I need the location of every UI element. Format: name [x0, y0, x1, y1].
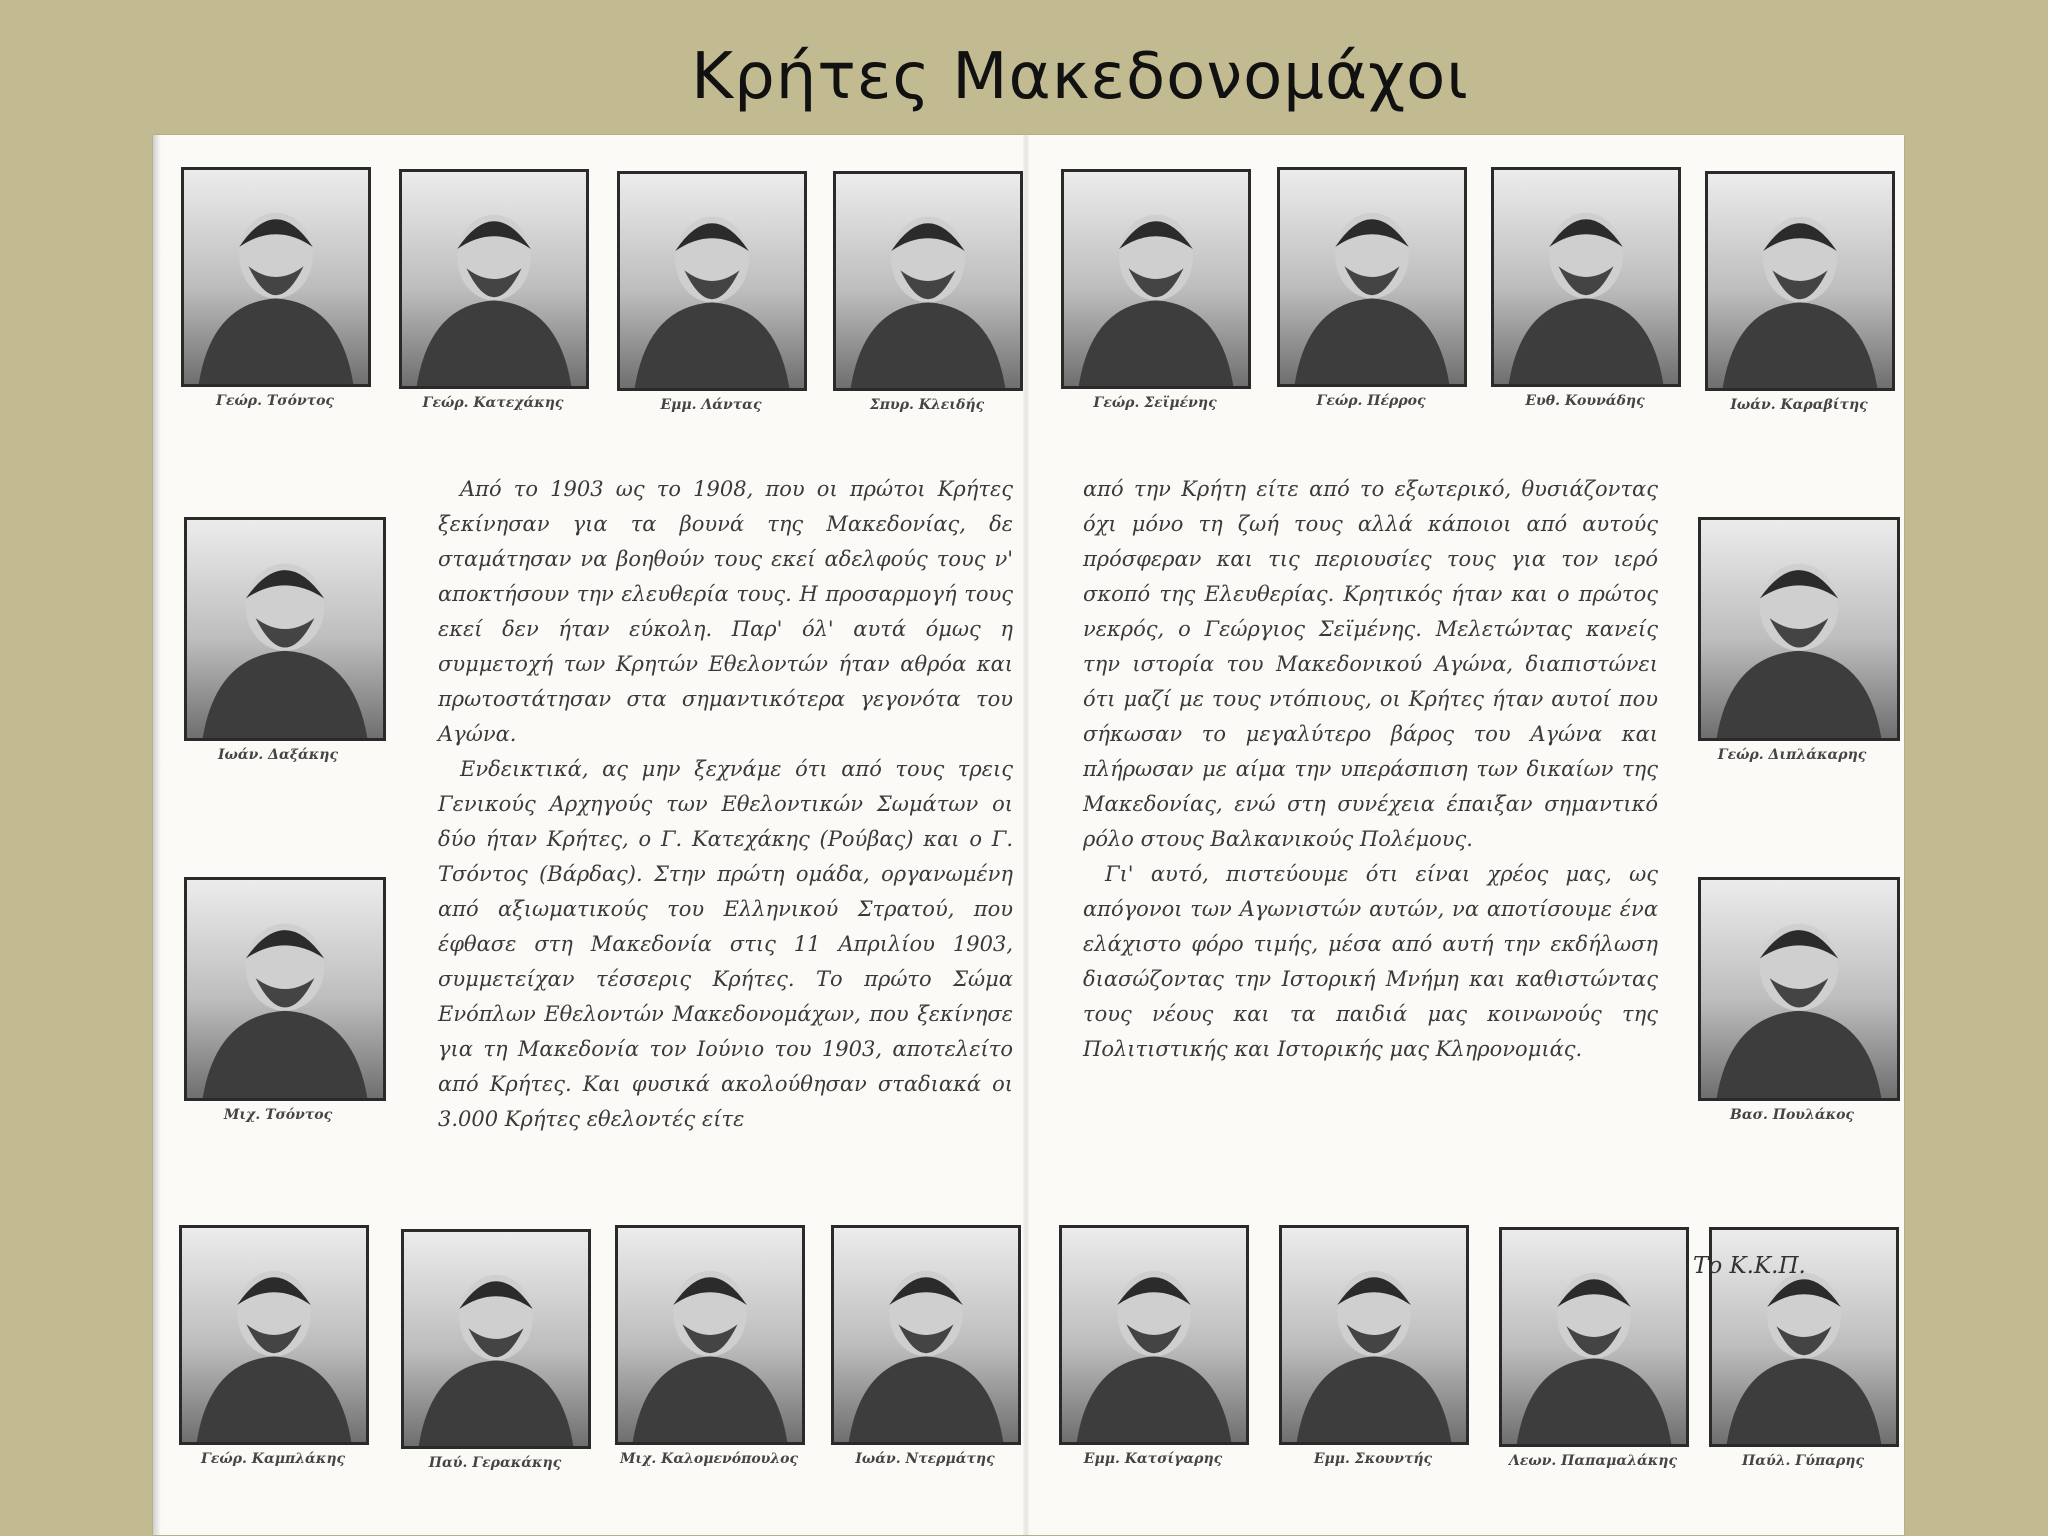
portrait-silhouette: [1494, 170, 1678, 384]
portrait-silhouette: [402, 172, 586, 386]
paragraph: από την Κρήτη είτε από το εξωτερικό, θυσιάζοντας όχι μόνο τη ζωή τους αλλά κάποιοι από αυτούς πρόσφεραν και τις περιουσίες τους για τον ιερό σκοπό της Ελευθερίας. Κρητικός ήταν και ο πρώτος νεκρός, ο Γεώργιος Σεϊμένης. Μελετώντας κανείς την ιστορία του Μακεδονικού Αγώνα, διαπιστώνει ότι μαζί με τους ντόπιους, οι Κρήτες ήταν αυτοί που σήκωσαν το μεγαλύτερο βάρος του Αγώνα και πλήρωσαν με αίμα την υπεράσπιση των δικαίων της Μακεδονίας, ενώ στη συνέχεια έπαιξαν σημαντικό ρόλο στους Βαλκανικούς Πολέμους.: [1083, 477, 1658, 851]
portrait-silhouette: [1701, 880, 1897, 1098]
portrait-caption: Βασ. Πουλάκος: [1730, 1107, 1854, 1123]
portrait-caption: Γεώρ. Τσόντος: [216, 393, 334, 409]
portrait-silhouette: [620, 174, 804, 388]
portrait-photo: [615, 1225, 805, 1445]
paragraph: Γι' αυτό, πιστεύουμε ότι είναι χρέος μας, ως απόγονοι των Αγωνιστών αυτών, να αποτίσουμε ένα ελάχιστο φόρο τιμής, μέσα από αυτή την εκδήλωση διασώζοντας την Ιστορική Μνήμη και καθιστώντας τους νέους και τα παιδιά μας κοινωνούς της Πολιτιστικής και Ιστορικής μας Κληρονομιάς.: [1083, 862, 1658, 1061]
portrait-caption: Εμμ. Σκουντής: [1313, 1451, 1433, 1467]
portrait-silhouette: [834, 1228, 1018, 1442]
portrait-photo: [1277, 167, 1467, 387]
portrait-photo: [181, 167, 371, 387]
portrait-photo: [1279, 1225, 1469, 1445]
portrait-caption: Εμμ. Κατσίγαρης: [1083, 1451, 1223, 1467]
portrait-photo: [1491, 167, 1681, 387]
portrait-caption: Γεώρ. Σεϊμένης: [1093, 395, 1217, 411]
portrait-silhouette: [836, 174, 1020, 388]
portrait-silhouette: [187, 880, 383, 1098]
portrait-silhouette: [618, 1228, 802, 1442]
portrait-silhouette: [184, 170, 368, 384]
portrait-silhouette: [1064, 172, 1248, 386]
portrait-bottom-5: [1059, 1225, 1247, 1467]
portrait-bottom-4: [831, 1225, 1019, 1467]
portrait-caption: Γεώρ. Πέρρος: [1316, 393, 1426, 409]
portrait-photo: [399, 169, 589, 389]
portrait-bottom-6: [1279, 1225, 1467, 1467]
portrait-bottom-1: [179, 1225, 367, 1467]
portrait-silhouette: [1708, 174, 1892, 388]
portrait-caption: Ιωάν. Καραβίτης: [1730, 397, 1868, 413]
portrait-top-7: [1491, 167, 1679, 409]
portrait-photo: [401, 1229, 591, 1449]
portrait-photo: [184, 517, 386, 741]
paragraph: Από το 1903 ως το 1908, που οι πρώτοι Κρήτες ξεκίνησαν για τα βουνά της Μακεδονίας, δε σταμάτησαν να βοηθούν τους εκεί αδελφούς τους ν' αποκτήσουν την ελευθερία τους. Η προσαρμογή τους εκεί δεν ήταν εύκολη. Παρ' όλ' αυτά όμως η συμμετοχή των Κρητών Εθελοντών ήταν αθρόα και πρωτοστάτησαν στα σημαντικότερα γεγονότα του Αγώνα.: [438, 477, 1013, 746]
portrait-silhouette: [1062, 1228, 1246, 1442]
portrait-caption: Μιχ. Τσόντος: [223, 1107, 333, 1123]
portrait-top-4: [833, 171, 1021, 413]
portrait-top-8: [1705, 171, 1893, 413]
signature: Το Κ.Κ.Π.: [1693, 1253, 1806, 1279]
slide-title: Κρήτες Μακεδονομάχοι: [691, 40, 1469, 114]
text-column-left: [438, 472, 1013, 1137]
portrait-silhouette: [182, 1228, 366, 1442]
portrait-caption: Γεώρ. Κατεχάκης: [422, 395, 564, 411]
portrait-caption: Γεώρ. Διπλάκαρης: [1717, 747, 1867, 763]
portrait-top-2: [399, 169, 587, 411]
portrait-caption: Παύ. Γερακάκης: [428, 1455, 562, 1471]
portrait-photo: [833, 171, 1023, 391]
portrait-caption: Γεώρ. Καμπλάκης: [200, 1451, 346, 1467]
portrait-caption: Ευθ. Κουνάδης: [1525, 393, 1645, 409]
portrait-bottom-7: [1499, 1227, 1687, 1469]
portrait-silhouette: [187, 520, 383, 738]
portrait-caption: Λεων. Παπαμαλάκης: [1509, 1453, 1677, 1469]
portrait-photo: [1705, 171, 1895, 391]
portrait-top-3: [617, 171, 805, 413]
portrait-photo: [831, 1225, 1021, 1445]
portrait-left-1: [184, 517, 372, 763]
portrait-photo: [184, 877, 386, 1101]
newspaper-clipping: [153, 135, 1904, 1535]
portrait-right-1: [1698, 517, 1886, 763]
portrait-photo: [1061, 169, 1251, 389]
portrait-silhouette: [1502, 1230, 1686, 1444]
portrait-top-1: [181, 167, 369, 409]
portrait-bottom-3: [615, 1225, 803, 1467]
paragraph: Ενδεικτικά, ας μην ξεχνάμε ότι από τους τρεις Γενικούς Αρχηγούς των Εθελοντικών Σωμάτων οι δύο ήταν Κρήτες, ο Γ. Κατεχάκης (Ρούβας) και ο Γ. Τσόντος (Βάρδας). Στην πρώτη ομάδα, οργανωμένη από αξιωματικούς του Ελληνικού Στρατού, που έφθασε στη Μακεδονία στις 11 Απριλίου 1903, συμμετείχαν τέσσερις Κρήτες. Το πρώτο Σώμα Ενόπλων Εθελοντών Μακεδονομάχων, που ξεκίνησε για τη Μακεδονία τον Ιούνιο του 1903, αποτελείτο από Κρήτες. Και φυσικά ακολούθησαν σταδιακά οι 3.000 Κρήτες εθελοντές είτε: [438, 757, 1013, 1131]
text-column-right: [1083, 472, 1658, 1067]
portrait-photo: [179, 1225, 369, 1445]
portrait-photo: [617, 171, 807, 391]
page-fold: [1023, 135, 1029, 1535]
portrait-silhouette: [1701, 520, 1897, 738]
portrait-photo: [1499, 1227, 1689, 1447]
portrait-silhouette: [1282, 1228, 1466, 1442]
portrait-caption: Ιωάν. Δαξάκης: [217, 747, 338, 763]
portrait-left-2: [184, 877, 372, 1123]
page-edge: [153, 135, 161, 1535]
portrait-bottom-2: [401, 1229, 589, 1471]
portrait-right-2: [1698, 877, 1886, 1123]
portrait-photo: [1059, 1225, 1249, 1445]
portrait-silhouette: [1280, 170, 1464, 384]
portrait-top-6: [1277, 167, 1465, 409]
portrait-caption: Ιωάν. Ντερμάτης: [855, 1451, 995, 1467]
portrait-caption: Εμμ. Λάντας: [660, 397, 762, 413]
portrait-top-5: [1061, 169, 1249, 411]
portrait-caption: Παύλ. Γύπαρης: [1742, 1453, 1864, 1469]
portrait-caption: Μιχ. Καλομενόπουλος: [619, 1451, 799, 1467]
portrait-photo: [1698, 877, 1900, 1101]
portrait-caption: Σπυρ. Κλειδής: [869, 397, 985, 413]
portrait-photo: [1698, 517, 1900, 741]
portrait-silhouette: [404, 1232, 588, 1446]
